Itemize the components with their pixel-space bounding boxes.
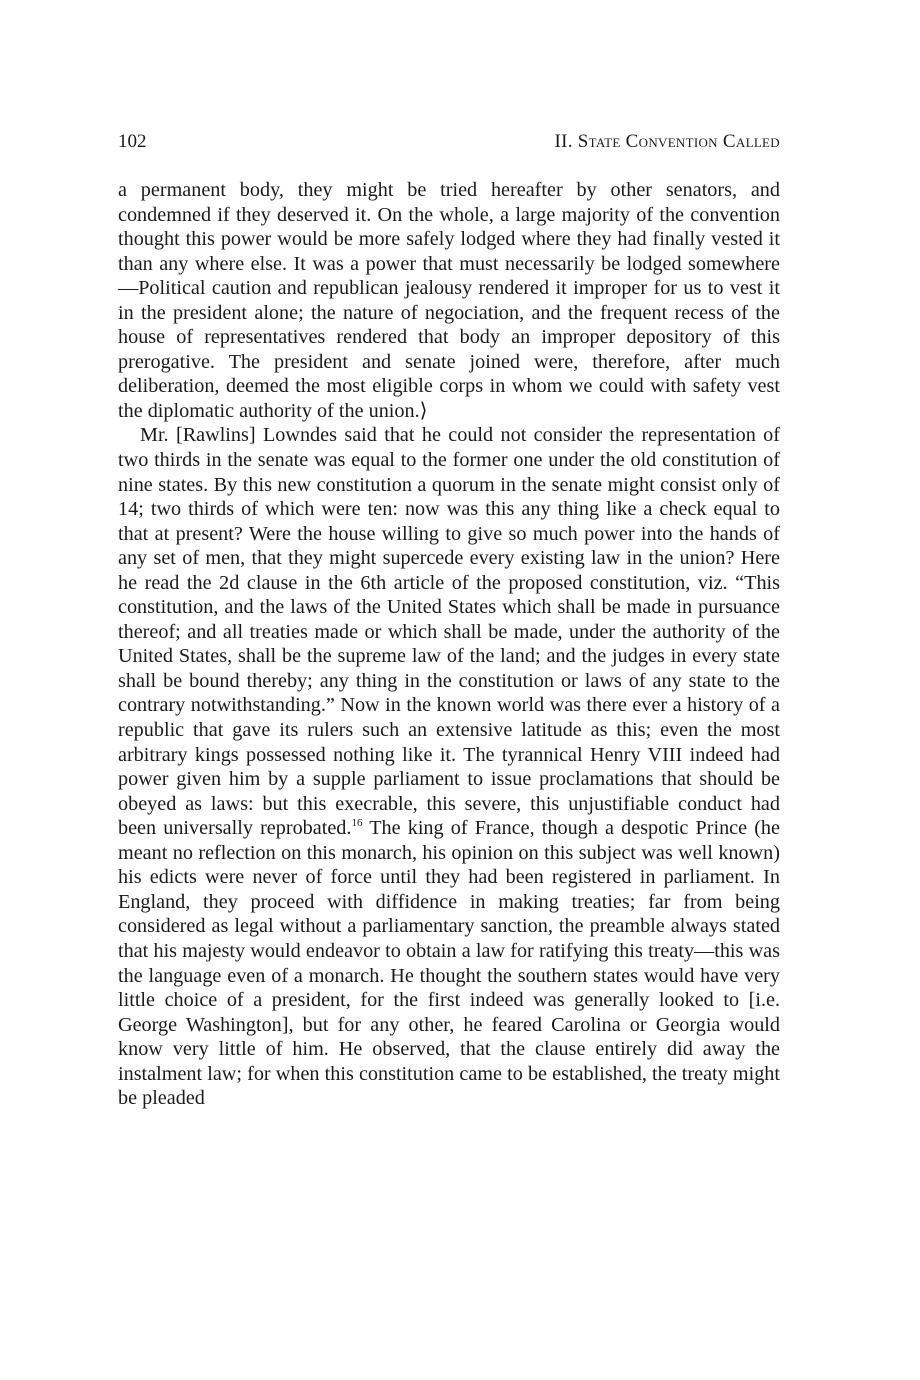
paragraph-lowndes <box>118 423 780 1110</box>
paragraph-continuation: a permanent body, they might be tried hereafter by other senators, and condemned if they deserved it. On the whole, a large majority of the convention thought this power would be more safely lodged where they had finally vested it than any where else. It was a power that must necessarily be lodged somewhere—Political caution and republican jealousy rendered it improper for us to vest it in the president alone; the nature of negociation, and the frequent recess of the house of representatives rendered that body an improper depository of this prerogative. The president and senate joined were, therefore, after much deliberation, deemed the most eligible corps in whom we could with safety vest the diplomatic authority of the union.⟩ <box>118 179 780 422</box>
footnote-reference[interactable]: 16 <box>351 817 363 830</box>
book-page <box>118 128 780 1111</box>
running-head <box>118 128 780 156</box>
section-title: II. State Convention Called <box>554 131 780 152</box>
page-number: 102 <box>118 131 147 152</box>
paragraph-text-continued: The king of France, though a despotic Prince (he meant no reflection on this monarch, his opinion on this subject was well known) his edicts were never of force until they had been registered in parliament. In England, they proceed with diffidence in making treaties; far from being considered as legal without a parliamentary sanction, the preamble always stated that his majesty would endeavor to obtain a law for ratifying this treaty—this was the language even of a monarch. He thought the southern states would have very little choice of a president, for the first indeed was generally looked to [i.e. George Washington], but for any other, he feared Carolina or Georgia would know very little of him. He observed, that the clause entirely did away the instalment law; for when this constitution came to be established, the treaty might be pleaded <box>118 817 780 1110</box>
body-text <box>118 178 780 1111</box>
paragraph-text: Mr. [Rawlins] Lowndes said that he could not consider the representation of two thirds in the senate was equal to the former one under the old constitution of nine states. By this new constitution a quorum in the senate might consist only of 14; two thirds of which were ten: now was this any thing like a check equal to that at present? Were the house willing to give so much power into the hands of any set of men, that they might supercede every existing law in the union? Here he read the 2d clause in the 6th article of the proposed constitution, viz. “This constitution, and the laws of the United States which shall be made in pursuance thereof; and all treaties made or which shall be made, under the authority of the United States, shall be the supreme law of the land; and the judges in every state shall be bound thereby; any thing in the constitution or laws of any state to the contrary notwithstanding.” Now in the known world was there ever a history of a republic that gave its rulers such an extensive latitude as this; even the most arbitrary kings possessed nothing like it. The tyrannical Henry VIII indeed had power given him by a supple parliament to issue proclamations that should be obeyed as laws: but this execrable, this severe, this unjustifiable conduct had been universally reprobated. <box>118 424 780 840</box>
